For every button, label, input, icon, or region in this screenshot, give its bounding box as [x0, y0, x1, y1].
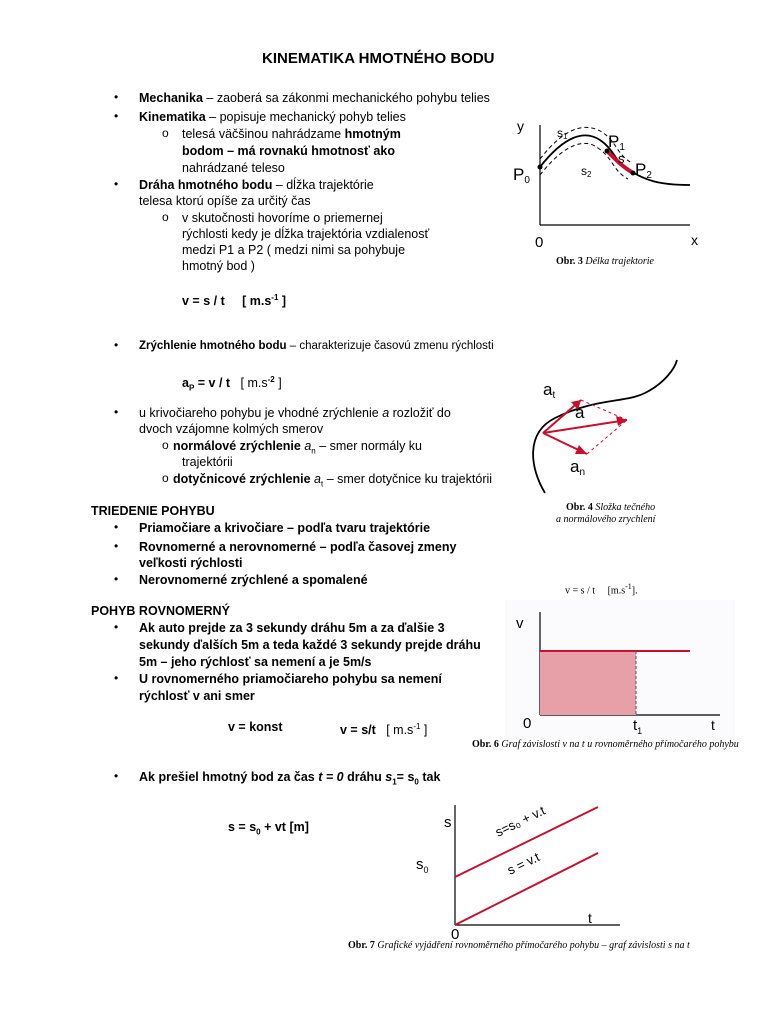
sub-bullet: o — [162, 210, 169, 224]
bullet: • — [114, 539, 119, 553]
caption-text: Délka trajektorie — [582, 256, 654, 267]
bullet: • — [114, 671, 119, 685]
text: = s — [396, 770, 415, 784]
fig6-formula — [565, 582, 638, 596]
label-s1 — [557, 126, 568, 141]
sub: 0 — [256, 827, 261, 837]
draha-sub-4: hmotný bod ) — [182, 259, 255, 273]
text: a — [543, 380, 553, 399]
unit: [ m.s — [240, 376, 268, 391]
figure-vt-graph — [505, 600, 735, 740]
sym: a — [304, 439, 312, 453]
caption-text: Grafické vyjádření rovnoměrného přímočarého pohybu – graf závislosti s na t — [374, 940, 690, 951]
point-p0 — [538, 165, 543, 170]
kin-sub-line-3: nahrádzané teleso — [182, 161, 285, 175]
exp: -2 — [267, 375, 275, 384]
rov-p2-2: rýchlosť v ani smer — [139, 689, 255, 703]
eq: + vt [m] — [260, 820, 309, 834]
axis-label-y: y — [517, 118, 524, 134]
label-p0 — [513, 165, 530, 186]
term: Dráha hmotného bodu — [139, 178, 273, 192]
draha-sub-3: medzi P1 a P2 ( medzi nimi sa pohybuje — [182, 243, 406, 257]
unit: [m.s — [607, 585, 626, 597]
axis-label-t: t — [588, 910, 592, 926]
text: – dĺžka trajektórie — [272, 178, 374, 192]
kinematika-line — [139, 109, 406, 125]
text: – popisuje mechanický pohyb telies — [205, 110, 406, 124]
sub: 2 — [587, 170, 592, 179]
bullet: • — [114, 109, 119, 123]
sub: 0 — [423, 865, 429, 875]
krivo-line-2: dvoch vzájomne kolmých smerov — [139, 422, 324, 436]
exp: -1 — [625, 582, 632, 591]
bullet: • — [114, 177, 119, 191]
exp: -1 — [271, 293, 279, 302]
caption-fig4-2: a normálového zrychlení — [556, 514, 656, 525]
mechanika-line — [139, 90, 490, 106]
sub-bullet: o — [162, 438, 169, 452]
kin-sub-line-2: bodom – má rovnakú hmotnosť ako — [182, 144, 395, 158]
label-p2 — [635, 160, 652, 181]
figure-acceleration — [515, 358, 685, 496]
sub: 1 — [563, 132, 568, 141]
label-an — [570, 457, 585, 478]
triedenie-item-cont: veľkosti rýchlosti — [139, 556, 243, 570]
caption-num: Obr. 4 — [566, 502, 593, 513]
figure-trajectory — [505, 115, 715, 255]
formula-a — [182, 372, 282, 397]
sub: 0 — [414, 777, 419, 787]
bullet: • — [114, 620, 119, 634]
sym: t = 0 — [318, 770, 344, 784]
text: s — [557, 126, 563, 140]
sym: a — [314, 472, 321, 486]
text: Ak prešiel hmotný bod za čas — [139, 770, 319, 784]
eq: v = s / t — [565, 585, 596, 597]
bullet: • — [114, 769, 119, 783]
exp: -1 — [413, 722, 421, 731]
axis-label-x: x — [691, 232, 698, 248]
page-title: KINEMATIKA HMOTNÉHO BODU — [262, 50, 495, 67]
krivo-sub-2 — [173, 471, 492, 493]
label-s2 — [581, 164, 592, 179]
zrychlenie-line — [139, 338, 494, 354]
text: rozložiť do — [389, 406, 451, 420]
term: normálové zrýchlenie — [173, 439, 305, 453]
origin-label: 0 — [535, 234, 544, 251]
formula-konst: v = konst — [228, 720, 283, 734]
sym: a — [382, 406, 390, 420]
draha-line-2: telesa ktorú opíše za určitý čas — [139, 194, 311, 208]
text: – charakterizuje časovú zmenu rýchlosti — [286, 340, 494, 352]
label-a: a — [575, 403, 585, 422]
text: P — [513, 165, 525, 184]
text: telesá väčšinou nahrádzame — [182, 127, 345, 141]
draha-sub-2: rýchlosti kedy je dĺžka trajektória vzdialenosť — [182, 227, 430, 241]
text: – smer normály ku — [315, 439, 422, 453]
label-at — [543, 380, 555, 401]
label-line1: s=s₀ + v.t — [492, 802, 548, 840]
text: a — [570, 457, 580, 476]
caption-text: Graf závislosti v na t u rovnoměrného přímočarého pohybu — [498, 739, 739, 750]
sub: 0 — [524, 175, 530, 186]
caption-fig4-1 — [566, 502, 655, 513]
text: tak — [418, 770, 441, 784]
caption-fig6 — [472, 739, 739, 750]
eq: v = s/t — [340, 723, 376, 738]
unit: [ m.s — [386, 723, 414, 738]
text: t — [633, 717, 638, 734]
text: s — [416, 856, 424, 873]
text: u krivočiareho pohybu je vhodné zrýchlenie — [139, 406, 383, 420]
close: ] — [278, 294, 287, 309]
term: Zrýchlenie hmotného bodu — [139, 340, 287, 352]
bullet: • — [114, 405, 119, 419]
area-fill — [540, 651, 636, 715]
rov-p3 — [139, 769, 440, 791]
triedenie-item: Rovnomerné a nerovnomerné – podľa časovej zmeny — [139, 540, 457, 554]
text: – smer dotyčnice ku trajektórii — [323, 472, 493, 486]
text: s — [581, 164, 587, 178]
rov-p1-3: 5m – jeho rýchlosť sa nemení a je 5m/s — [139, 655, 372, 669]
eq: v = s / t — [182, 294, 225, 309]
unit: [ m.s — [242, 294, 272, 309]
bullet: • — [114, 572, 119, 586]
text: P — [608, 132, 620, 151]
triedenie-item: Nerovnomerné zrýchlené a spomalené — [139, 573, 368, 587]
close: ]. — [631, 585, 638, 597]
close: ] — [274, 376, 282, 391]
rovnomerny-heading: POHYB ROVNOMERNÝ — [91, 604, 230, 618]
axis-label-t: t — [711, 717, 715, 733]
origin-label: 0 — [451, 926, 460, 940]
label-s: s — [618, 151, 625, 166]
sub: 1 — [637, 726, 643, 736]
text: P — [635, 160, 647, 179]
term: Kinematika — [139, 110, 206, 124]
bullet: • — [114, 520, 119, 534]
caption-text: Složka tečného — [592, 502, 656, 513]
text: dráhu — [343, 770, 386, 784]
sub-bullet: o — [162, 471, 169, 485]
eq: s = s — [228, 820, 257, 834]
sub: 2 — [646, 170, 652, 181]
sub: t — [320, 479, 324, 489]
term: dotyčnicové zrýchlenie — [173, 472, 315, 486]
sub: 1 — [619, 142, 625, 153]
caption-num: Obr. 6 — [472, 739, 499, 750]
sub: P — [188, 383, 195, 393]
text: – zaoberá sa zákonmi mechanického pohybu telies — [202, 91, 490, 105]
sym: s — [385, 770, 393, 784]
curve — [533, 360, 677, 493]
caption-fig3 — [556, 256, 654, 267]
bullet: • — [114, 90, 119, 104]
sub: n — [579, 467, 586, 478]
origin-label: 0 — [523, 715, 532, 732]
eq: = v / t — [194, 376, 231, 391]
triedenie-heading: TRIEDENIE POHYBU — [91, 504, 215, 518]
caption-num: Obr. 3 — [556, 256, 583, 267]
label-p1 — [608, 132, 625, 153]
draha-line — [139, 177, 374, 193]
label-line2: s = v.t — [504, 849, 542, 878]
krivo-sub-1b: trajektórii — [182, 455, 233, 469]
caption-num: Obr. 7 — [348, 940, 375, 951]
rov-p1-1: Ak auto prejde za 3 sekundy dráhu 5m a za ďalšie 3 — [139, 621, 445, 635]
sub-bullet: o — [162, 126, 169, 140]
a: a — [182, 376, 189, 391]
term: Mechanika — [139, 91, 203, 105]
axis-label-s: s — [444, 814, 452, 831]
sub: n — [311, 446, 316, 456]
bullet: • — [114, 338, 119, 352]
label-s0 — [416, 856, 429, 875]
figure-st-graph — [410, 795, 630, 940]
term: hmotným — [344, 127, 401, 141]
axis-label-v: v — [516, 615, 524, 632]
caption-fig7 — [348, 940, 690, 951]
rov-p2-1: U rovnomerného priamočiareho pohybu sa nemení — [139, 672, 442, 686]
close: ] — [420, 723, 428, 738]
formula-v — [182, 290, 286, 309]
rov-p1-2: sekundy ďalších 5m a teda každé 3 sekundy prejde dráhu — [139, 638, 481, 652]
sub: t — [552, 390, 556, 401]
sub: 1 — [392, 777, 397, 787]
triedenie-item: Priamočiare a krivočiare – podľa tvaru trajektórie — [139, 521, 431, 535]
draha-sub-1: v skutočnosti hovoríme o priemernej — [182, 211, 383, 225]
krivo-line-1 — [139, 405, 451, 421]
kin-sub-line-1 — [182, 126, 401, 142]
formula-s — [228, 819, 309, 841]
formula-vst — [340, 719, 427, 738]
